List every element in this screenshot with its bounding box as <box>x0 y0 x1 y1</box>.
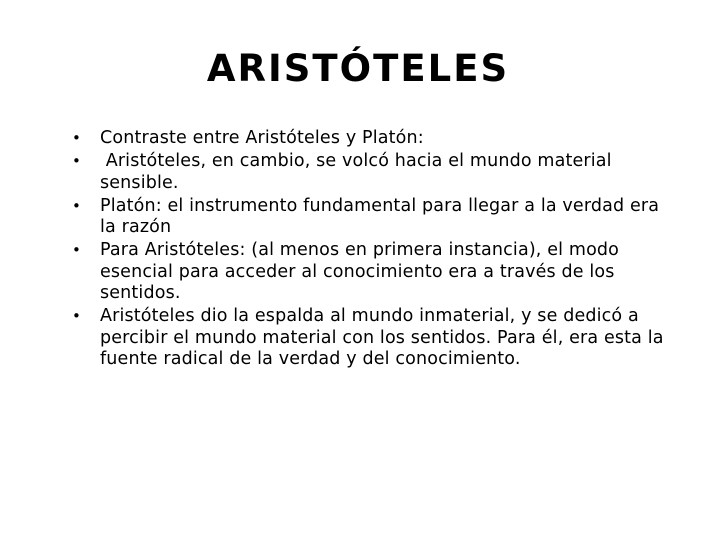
bullet-icon: • <box>72 152 81 170</box>
slide-title: ARISTÓTELES <box>206 47 510 90</box>
bullet-list <box>72 128 672 372</box>
bullet-icon: • <box>72 129 81 147</box>
bullet-text: Contraste entre Aristóteles y Platón: <box>100 128 424 148</box>
bullet-text: Aristóteles dio la espalda al mundo inmaterial, y se dedicó a percibir el mundo material con los sentidos. Para él, era esta la fuente radical de la verdad y del conocimiento. <box>100 306 664 369</box>
bullet-text: Aristóteles, en cambio, se volcó hacia el mundo material sensible. <box>100 151 618 193</box>
bullet-text: Platón: el instrumento fundamental para llegar a la verdad era la razón <box>100 195 660 237</box>
bullet-icon: • <box>72 241 81 259</box>
list-item <box>72 151 672 194</box>
bullet-text: Para Aristóteles: (al menos en primera instancia), el modo esencial para acceder al conocimiento era a través de los sentidos. <box>100 240 620 303</box>
bullet-icon: • <box>72 196 81 215</box>
list-item <box>72 306 672 371</box>
list-item <box>72 196 672 239</box>
bullet-icon: • <box>72 307 81 325</box>
list-item <box>72 128 672 150</box>
list-item <box>72 240 672 305</box>
